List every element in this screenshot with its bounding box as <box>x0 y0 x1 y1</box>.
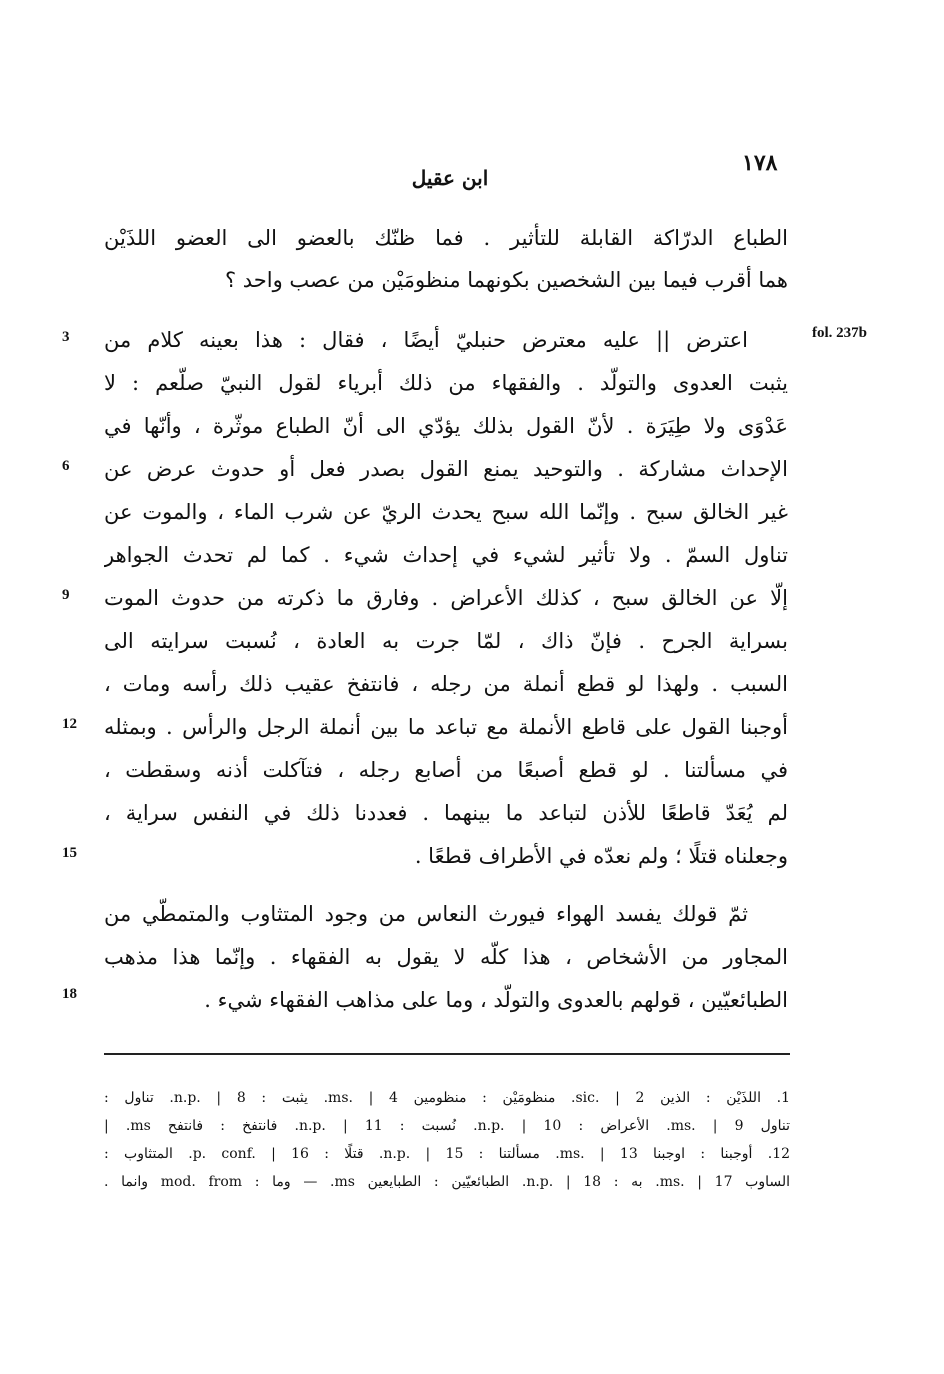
footnote-line: 12. أوجبنا : اوجبنا ms. | 13. مسألتنا : n.p. | 15. قتلًا : p. conf. | 16. المتثاوب : <box>104 1146 790 1162</box>
line-number: 9 <box>62 587 70 603</box>
text-line: عَدْوَى ولا طِيَرَة . لأنّ القول بذلك يؤدّي الى أنّ الطباع موثّرة ، وأنّها في <box>104 414 788 438</box>
text-line: في مسألتنا . لو قطع أصبعًا من أصابع رجله ، فتآكلت أذنه وسقطت ، <box>104 758 788 782</box>
text-line: يثبت العدوى والتولّد . والفقهاء من ذلك أبرياء لقول النبيّ صلّعم : لا <box>104 371 788 395</box>
text-line: إلّا عن الخالق سبح ، كذلك الأعراض . وفارق ما ذكرته من حدوث الموت <box>104 586 788 610</box>
text-line: ثمّ قولك يفسد الهواء فيورث النعاس من وجود المتثاوب والمتمطّي من <box>104 902 748 926</box>
footnote-line: 1. اللذَيْن : الذين sic. | 2. منظومَيْن : منظومين ms. | 4. يثبت : n.p. | 8. تناول : <box>104 1090 790 1106</box>
text-line: اعترض || عليه معترض حنبليّ أيضًا ، فقال : هذا بعينه كلام من <box>104 328 748 352</box>
running-title: ابن عقيل <box>411 166 489 190</box>
text-line: الطباع الدرّاكة القابلة للتأثير . فما ظنّك بالعضو الى العضو اللذَيْن <box>104 226 788 250</box>
text-line: وجعلناه قتلًا ؛ ولم نعدّه في الأطراف قطعًا . <box>414 844 788 868</box>
text-line: الإحداث مشاركة . والتوحيد يمنع القول بصدر فعل أو حدوث عرض عن <box>104 457 788 481</box>
page-number: ١٧٨ <box>742 150 778 176</box>
text-line: تناول السمّ . ولا تأثير لشيء في إحداث شيء . كما لم تحدث الجواهر <box>104 543 788 567</box>
footnote-divider <box>104 1053 790 1055</box>
text-line: أوجبنا القول على قاطع الأنملة مع تباعد ما بين أنملة الرجل والرأس . وبمثله <box>104 715 788 739</box>
footnotes <box>104 1084 790 1196</box>
text-line: هما أقرب فيما بين الشخصين بكونهما منظومَيْن من عصب واحد ؟ <box>224 268 788 292</box>
footnote-line: تناول ms. | 9. الأعراض : n.p. | 10. نُسبت : n.p. | 11. فانتفخ : فانتفح ms. | <box>104 1118 790 1134</box>
line-number: 3 <box>62 329 70 345</box>
folio-reference: fol. 237b <box>812 325 868 341</box>
line-number: 15 <box>62 845 77 861</box>
text-line: بسراية الجرح . فإنّ ذاك ، لمّا جرت به العادة ، نُسبت سرايته الى <box>104 629 788 653</box>
text-line: السبب . ولهذا لو قطع أنملة من رجله ، فانتفخ عقيب ذلك رأسه ومات ، <box>104 672 788 696</box>
footnote-line: الساوب ms. | 17. به : n.p. | 18. الطبائعيّين : الطبايعين ms. — وما : mod. from وانما . <box>104 1174 790 1190</box>
text-line: غير الخالق سبح . وإنّما الله سبح يحدث الريّ عن شرب الماء ، والموت عن <box>104 500 788 524</box>
line-number: 6 <box>62 458 70 474</box>
text-line: المجاور من الأشخاص ، هذا كلّه لا يقول به الفقهاء . وإنّما هذا مذهب <box>104 945 788 969</box>
text-line: لم يُعَدّ قاطعًا للأذن لتباعد ما بينهما . فعددنا ذلك في النفس سراية ، <box>104 801 788 825</box>
text-line: الطبائعيّين ، قولهم بالعدوى والتولّد ، وما على مذاهب الفقهاء شيء . <box>204 988 788 1012</box>
line-number: 12 <box>62 716 77 732</box>
line-number: 18 <box>62 986 77 1002</box>
